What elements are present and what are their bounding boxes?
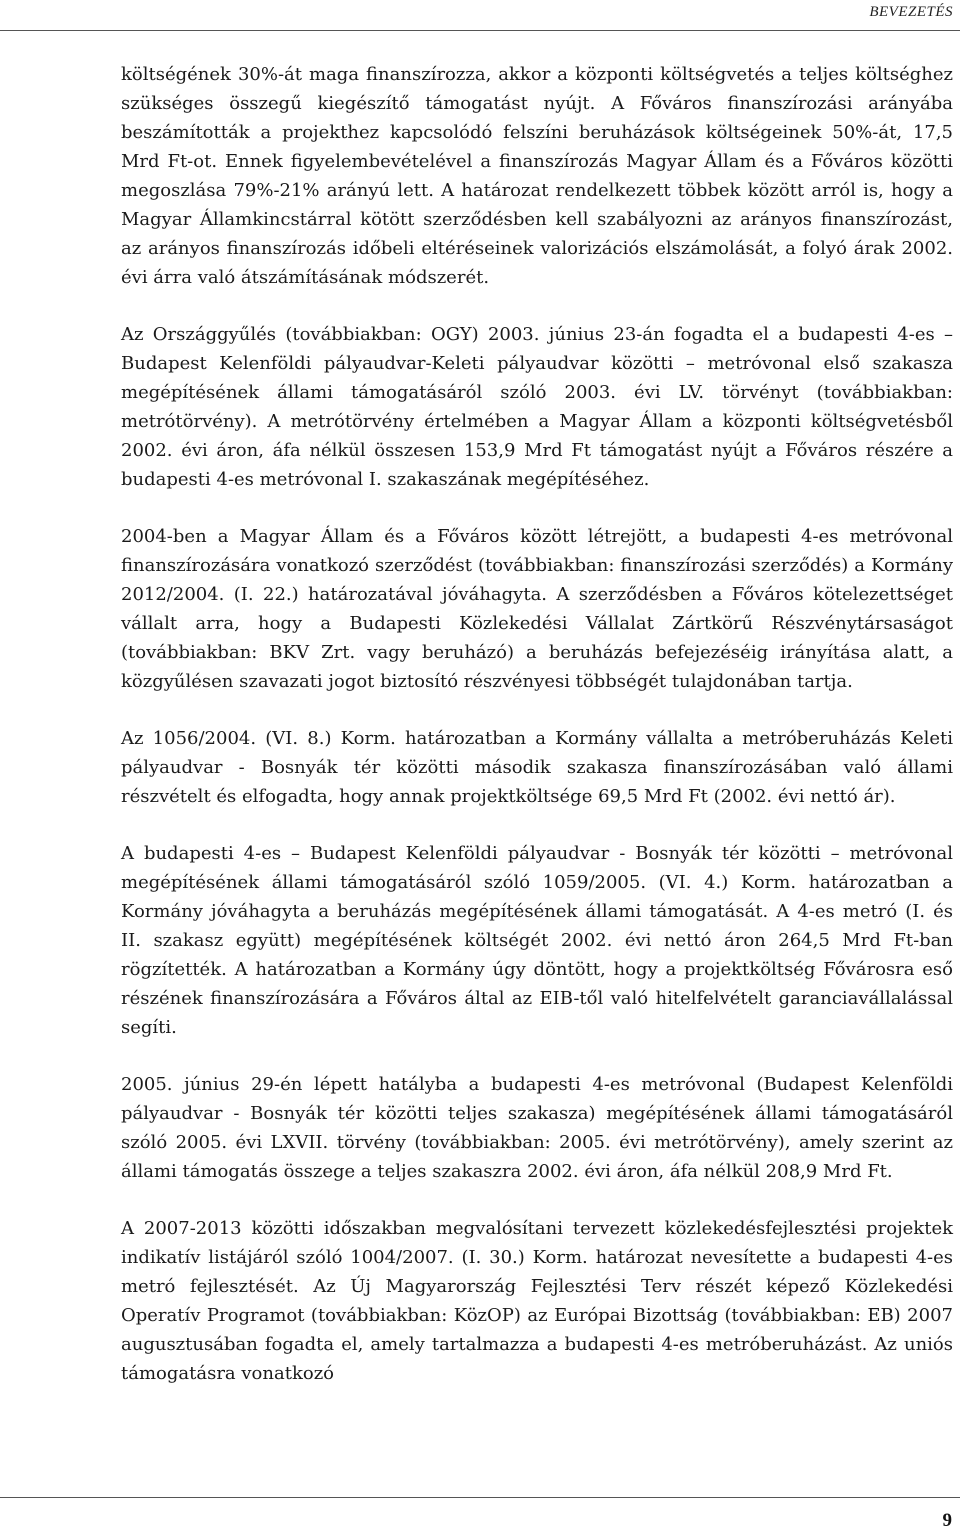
footer-divider: [0, 1497, 960, 1498]
body-paragraph-4: Az 1056/2004. (VI. 8.) Korm. határozatban a Kormány vállalta a metróberuházás Keleti pályaudvar - Bosnyák tér közötti második szakasza finanszírozásában való állami részvételt és elfogadta, hogy annak projektköltsége 69,5 Mrd Ft (2002. évi nettó ár).: [121, 728, 953, 807]
page-body: [121, 60, 953, 1416]
body-paragraph-1: költségének 30%-át maga finanszírozza, akkor a központi költségvetés a teljes költséghez szükséges összegű kiegészítő támogatást nyújt. A Főváros finanszírozási arányába beszámították a projekthez kapcsolódó felszíni beruházások költségeinek 50%-át, 17,5 Mrd Ft-ot. Ennek figyelembevételével a finanszírozás Magyar Állam és a Főváros közötti megoszlása 79%-21% arányú lett. A határozat rendelkezett többek között arról is, hogy a Magyar Államkincstárral kötött szerződésben kell szabályozni az arányos finanszírozást, az arányos finanszírozás időbeli eltéréseinek valorizációs elszámolását, a folyó árak 2002. évi árra való átszámításának módszerét.: [121, 64, 953, 288]
page-number: 9: [942, 1510, 952, 1531]
header-divider: [0, 30, 960, 31]
body-paragraph-3: 2004-ben a Magyar Állam és a Főváros között létrejött, a budapesti 4-es metróvonal finanszírozására vonatkozó szerződést (továbbiakban: finanszírozási szerződés) a Kormány 2012/2004. (I. 22.) határozatával jóváhagyta. A szerződésben a Főváros kötelezettséget vállalt arra, hogy a Budapesti Közlekedési Vállalat Zártkörű Részvénytársaságot (továbbiakban: BKV Zrt. vagy beruházó) a beruházás befejezéséig irányítása alatt, a közgyűlésen szavazati jogot biztosító részvényesi többségét tulajdonában tartja.: [121, 526, 953, 692]
running-header-title: BEVEZETÉS: [869, 4, 953, 20]
body-paragraph-5: A budapesti 4-es – Budapest Kelenföldi pályaudvar - Bosnyák tér közötti – metróvonal megépítésének állami támogatásáról szóló 1059/2005. (VI. 4.) Korm. határozatban a Kormány jóváhagyta a beruházás megépítésének állami támogatását. A 4-es metró (I. és II. szakasz együtt) megépítésének költségét 2002. évi nettó áron 264,5 Mrd Ft-ban rögzítették. A határozatban a Kormány úgy döntött, hogy a projektköltség Fővárosra eső részének finanszírozására a Főváros által az EIB-től való hitelfelvételt garanciavállalással segíti.: [121, 843, 953, 1038]
body-paragraph-2: Az Országgyűlés (továbbiakban: OGY) 2003. június 23-án fogadta el a budapesti 4-es – Budapest Kelenföldi pályaudvar-Keleti pályaudvar közötti – metróvonal első szakasza megépítésének állami támogatásáról szóló 2003. évi LV. törvényt (továbbiakban: metrótörvény). A metrótörvény értelmében a Magyar Állam a központi költségvetésből 2002. évi áron, áfa nélkül összesen 153,9 Mrd Ft támogatást nyújt a Főváros részére a budapesti 4-es metróvonal I. szakaszának megépítéséhez.: [121, 324, 953, 490]
body-paragraph-6: 2005. június 29-én lépett hatályba a budapesti 4-es metróvonal (Budapest Kelenföldi pályaudvar - Bosnyák tér közötti teljes szakasza) megépítésének állami támogatásáról szóló 2005. évi LXVII. törvény (továbbiakban: 2005. évi metrótörvény), amely szerint az állami támogatás összege a teljes szakaszra 2002. évi áron, áfa nélkül 208,9 Mrd Ft.: [121, 1074, 953, 1182]
body-paragraph-7: A 2007-2013 közötti időszakban megvalósítani tervezett közlekedésfejlesztési projektek indikatív listájáról szóló 1004/2007. (I. 30.) Korm. határozat nevesítette a budapesti 4-es metró fejlesztését. Az Új Magyarország Fejlesztési Terv részét képező Közlekedési Operatív Programot (továbbiakban: KözOP) az Európai Bizottság (továbbiakban: EB) 2007 augusztusában fogadta el, amely tartalmazza a budapesti 4-es metróberuházást. Az uniós támogatásra vonatkozó: [121, 1218, 953, 1384]
